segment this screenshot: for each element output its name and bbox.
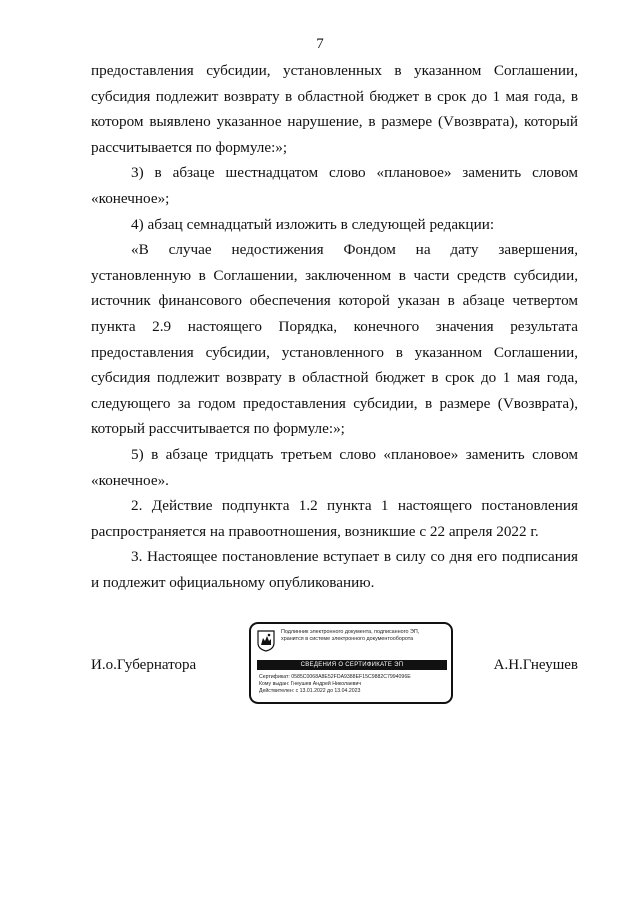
electronic-signature-stamp: [249, 622, 453, 704]
stamp-header-line: хранится в системе электронного документооборота: [281, 635, 414, 642]
paragraph: 2. Действие подпункта 1.2 пункта 1 настоящего постановления распространяется на правоотношения, возникшие с 22 апреля 2022 г.: [91, 497, 578, 540]
page-number: 7: [316, 36, 324, 52]
signatory-position: И.о.Губернатора: [91, 657, 197, 673]
paragraph: предоставления субсидии, установленных в указанном Соглашении, субсидия подлежит возврату в областной бюджет в срок до 1 мая года, в котором выявлено указанное нарушение, в размере (Vвозврата), который рассчитывается по формуле:»;: [91, 62, 578, 156]
stamp-header: [281, 629, 449, 642]
stamp-band: СВЕДЕНИЯ О СЕРТИФИКАТЕ ЭП: [257, 660, 447, 670]
paragraph: 4) абзац семнадцатый изложить в следующей редакции:: [131, 215, 495, 233]
document-body: [91, 58, 578, 595]
certificate-owner: Кому выдан: Гнеушев Андрей Николаевич: [259, 680, 362, 687]
paragraph: 3) в абзаце шестнадцатом слово «плановое» заменить словом «конечное»;: [91, 164, 578, 207]
stamp-header-line: Подлинник электронного документа, подписанного ЭП,: [281, 629, 420, 635]
paragraph: «В случае недостижения Фондом на дату завершения, установленную в Соглашении, заключенном в части средств субсидии, источник финансового обеспечения которой указан в абзаце четвертом пункта 2.9 настоящего Порядка, конечного значения результата предоставления субсидии, установленного в указанном Соглашении, субсидия подлежит возврату в областной бюджет в срок до 1 мая года, следующего за годом предоставления субсидии, в размере (Vвозврата), который рассчитывается по формуле:»;: [91, 241, 578, 438]
certificate-number: Сертификат: 0585C0068A8E52FDA9388EF15C9882C7994096E: [259, 674, 411, 680]
coat-of-arms-icon: [257, 630, 275, 652]
paragraph: 3. Настоящее постановление вступает в силу со дня его подписания и подлежит официальному опубликованию.: [91, 548, 578, 591]
signatory-name: А.Н.Гнеушев: [493, 657, 578, 673]
stamp-details: [259, 674, 449, 694]
paragraph: 5) в абзаце тридцать третьем слово «плановое» заменить словом «конечное».: [91, 445, 578, 489]
certificate-validity: Действителен: с 13.01.2022 до 13.04.2023: [259, 687, 361, 694]
